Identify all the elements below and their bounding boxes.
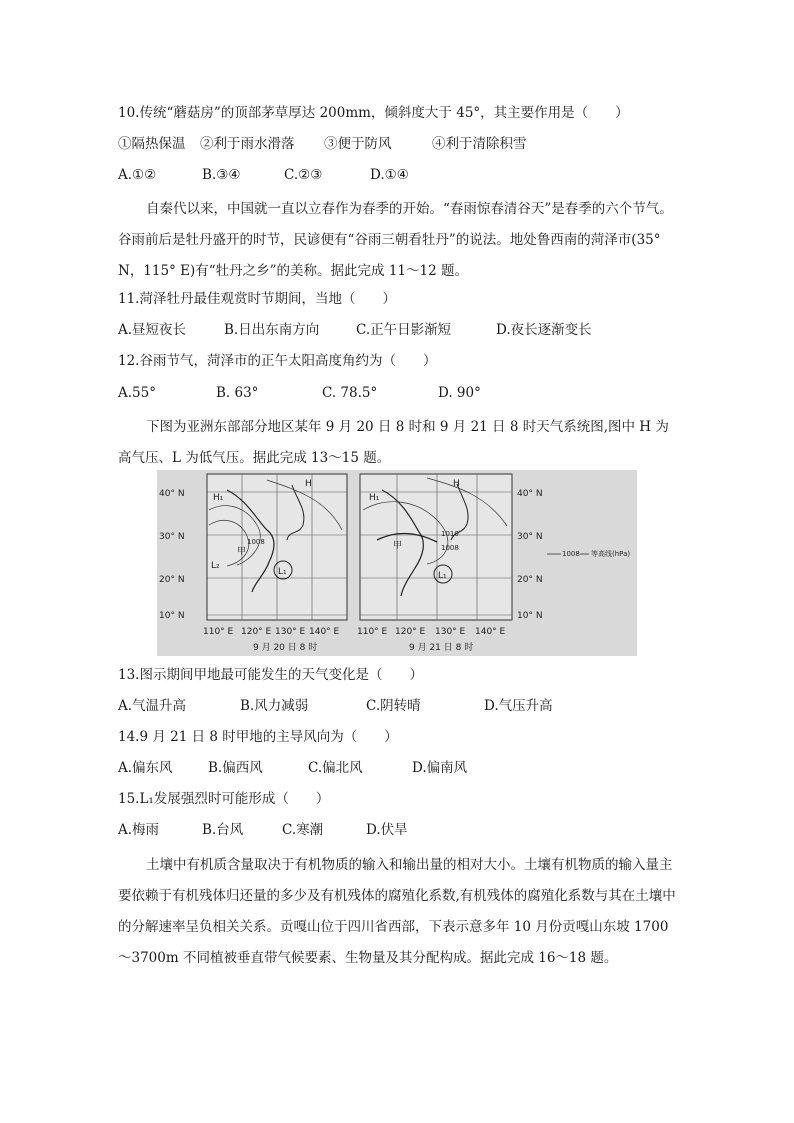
- right-lat-40: 40° N: [517, 489, 543, 499]
- q13-option-d: D.气压升高: [484, 698, 553, 714]
- q10-item-2: ②利于雨水滑落: [200, 136, 295, 152]
- legend-text: 等高线(hPa): [591, 550, 631, 558]
- right-caption: 9 月 21 日 8 时: [409, 643, 474, 653]
- q12-option-c: C. 78.5°: [322, 385, 378, 401]
- left-h-label: H: [305, 479, 312, 489]
- right-lon-120: 120° E: [395, 627, 426, 637]
- left-isobar-label: 1008: [247, 538, 265, 546]
- question-12-options: [118, 384, 481, 402]
- q15-option-a: A.梅雨: [118, 822, 160, 838]
- right-lon-140: 140° E: [475, 627, 506, 637]
- question-13-stem: 13.图示期间甲地最可能发生的天气变化是（ ）: [118, 667, 423, 683]
- question-10-options: [118, 166, 409, 184]
- q11-option-c: C.正午日影渐短: [356, 322, 452, 338]
- q15-option-c: C.寒潮: [282, 822, 324, 838]
- passage-2: 下图为亚洲东部部分地区某年 9 月 20 日 8 时和 9 月 21 日 8 时天气系统图,图中 H 为高气压、L 为低气压。据此完成 13～15 题。: [118, 419, 669, 466]
- right-isobar-1008: 1008: [441, 544, 459, 552]
- passage-3: 土壤中有机质含量取决于有机物质的输入和输出量的相对大小。土壤有机物质的输入量主要依赖于有机残体归还量的多少及有机残体的腐殖化系数,有机残体的腐殖化系数与其在土壤中的分解速率呈负相关关系。贡嘎山位于四川省西部，下表示意多年 10 月份贡嘎山东坡 1700～3700m 不同植被垂直带气候要素、生物量及其分配构成。据此完成 16～18 题。: [118, 857, 676, 966]
- right-lon-130: 130° E: [435, 627, 466, 637]
- question-15-options: [118, 821, 408, 839]
- right-h-label: H: [453, 479, 460, 489]
- question-13-options: [118, 697, 553, 715]
- right-lat-30: 30° N: [517, 532, 543, 542]
- right-isobar-1010: 1010: [441, 530, 459, 538]
- q14-option-d: D.偏南风: [412, 760, 468, 776]
- q12-option-a: A.55°: [118, 385, 156, 401]
- left-h1-label: H₁: [213, 493, 224, 503]
- left-lon-130: 130° E: [275, 627, 306, 637]
- q10-option-d: D.①④: [370, 167, 409, 183]
- q10-option-b: B.③④: [202, 167, 241, 183]
- legend-value: 1008: [562, 550, 580, 558]
- left-lon-140: 140° E: [309, 627, 340, 637]
- question-11-stem: 11.菏泽牡丹最佳观赏时节期间，当地（ ）: [118, 291, 396, 307]
- left-lat-40: 40° N: [159, 489, 185, 499]
- q14-option-c: C.偏北风: [308, 760, 363, 776]
- question-10-items: [118, 135, 527, 153]
- q10-item-1: ①隔热保温: [118, 136, 186, 152]
- q11-option-d: D.夜长逐渐变长: [496, 322, 592, 338]
- passage-1: 自秦代以来，中国就一直以立春作为春季的开始。“春雨惊春清谷天”是春季的六个节气。谷雨前后是牡丹盛开的时节，民谚便有“谷雨三朝看牡丹”的说法。地处鲁西南的菏泽市(35° N，115° E)有“牡丹之乡”的美称。据此完成 11～12 题。: [118, 201, 673, 279]
- right-lon-110: 110° E: [357, 627, 388, 637]
- q12-option-d: D. 90°: [438, 385, 481, 401]
- question-14-stem: 14.9 月 21 日 8 时甲地的主导风向为（ ）: [118, 729, 398, 745]
- right-lat-10: 10° N: [517, 611, 543, 621]
- q12-option-b: B. 63°: [216, 385, 259, 401]
- right-l1-label: L₁: [438, 571, 447, 581]
- right-h1-label: H₁: [369, 493, 380, 503]
- q10-option-c: C.②③: [284, 167, 323, 183]
- right-jia-label: 甲: [393, 541, 403, 551]
- q13-option-c: C.阴转晴: [366, 698, 421, 714]
- question-10-stem: 10.传统“蘑菇房”的顶部茅草厚达 200mm，倾斜度大于 45°，其主要作用是（ ）: [118, 105, 629, 121]
- left-lat-10: 10° N: [159, 611, 185, 621]
- left-lon-120: 120° E: [241, 627, 272, 637]
- q11-option-b: B.日出东南方向: [224, 322, 320, 338]
- q15-option-b: B.台风: [202, 822, 244, 838]
- question-11-options: [118, 321, 592, 339]
- question-14-options: [118, 759, 467, 777]
- left-lat-30: 30° N: [159, 532, 185, 542]
- question-15-stem: 15.L₁发展强烈时可能形成（ ）: [118, 791, 330, 807]
- q14-option-a: A.偏东风: [118, 760, 173, 776]
- weather-map-svg: [157, 470, 637, 656]
- left-lat-20: 20° N: [159, 575, 185, 585]
- right-lat-20: 20° N: [517, 575, 543, 585]
- left-l1-label: L₁: [278, 567, 287, 577]
- left-l2-label: L₂: [211, 561, 220, 571]
- weather-map-figure: [157, 470, 637, 656]
- q11-option-a: A.昼短夜长: [118, 322, 187, 338]
- left-jia-label: 甲: [237, 547, 247, 557]
- q10-item-4: ④利于清除积雪: [432, 136, 527, 152]
- q14-option-b: B.偏西风: [208, 760, 263, 776]
- left-lon-110: 110° E: [203, 627, 234, 637]
- q10-item-3: ③便于防风: [324, 136, 392, 152]
- q13-option-a: A.气温升高: [118, 698, 187, 714]
- left-caption: 9 月 20 日 8 时: [253, 643, 318, 653]
- question-12-stem: 12.谷雨节气，菏泽市的正午太阳高度角约为（ ）: [118, 353, 437, 369]
- q13-option-b: B.风力减弱: [240, 698, 309, 714]
- q15-option-d: D.伏旱: [366, 822, 408, 838]
- q10-option-a: A.①②: [118, 167, 157, 183]
